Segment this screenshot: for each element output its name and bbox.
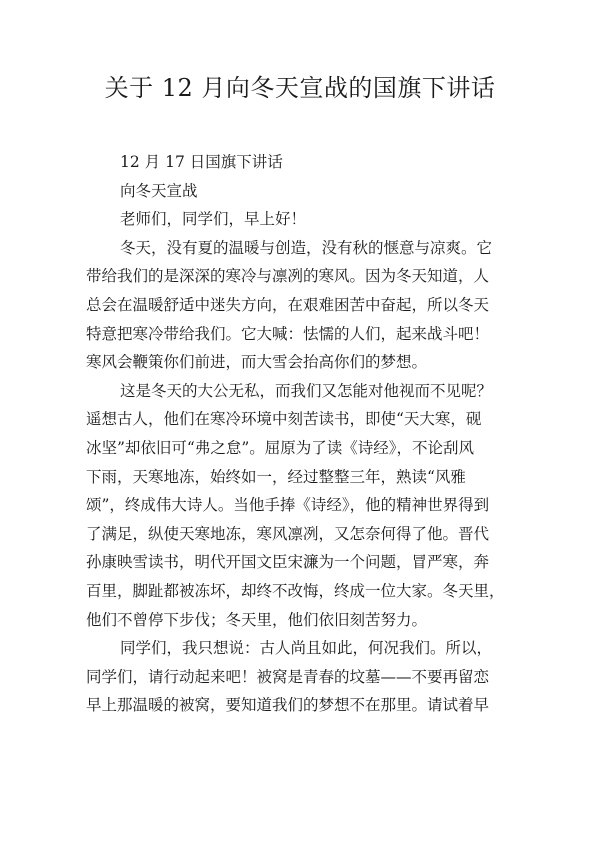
paragraph-line: 颂”，终成伟大诗人。当他手捧《诗经》，他的精神世界得到 [86,496,490,515]
paragraph-line: 12 月 17 日国旗下讲话 [120,153,283,171]
document-body [86,148,521,720]
paragraph-line: 冬天，没有夏的温暖与创造，没有秋的惬意与凉爽。它 [120,238,493,257]
paragraph-line: 同学们，请行动起来吧！被窝是青春的坟墓——不要再留恋 [86,667,490,686]
paragraph-line: 下雨，天寒地冻，始终如一，经过整整三年，熟读“风雅 [86,467,466,486]
paragraph-line: 同学们，我只想说：古人尚且如此，何况我们。所以， [120,639,493,658]
paragraph-line: 总会在温暖舒适中迷失方向，在艰难困苦中奋起，所以冬天 [86,295,490,314]
paragraph-line: 带给我们的是深深的寒冷与凛冽的寒风。因为冬天知道，人 [86,267,490,286]
paragraph-line: 他们不曾停下步伐；冬天里，他们依旧刻苦努力。 [86,610,428,629]
document-title: 关于 12 月向冬天宣战的国旗下讲话 [104,74,496,102]
paragraph-line: 冰坚”却依旧可“弗之怠”。屈原为了读《诗经》，不论刮风 [86,438,475,457]
paragraph-line: 早上那温暖的被窝，要知道我们的梦想不在那里。请试着早 [86,696,490,715]
paragraph-line: 孙康映雪读书，明代开国文臣宋濂为一个问题，冒严寒，奔 [86,553,490,572]
paragraph-line: 这是冬天的大公无私，而我们又怎能对他视而不见呢？ [120,381,493,400]
paragraph-line: 老师们，同学们，早上好！ [120,210,307,229]
paragraph-line: 向冬天宣战 [120,181,198,200]
paragraph-line: 了满足，纵使天寒地冻，寒风凛冽，又怎奈何得了他。晋代 [86,524,490,543]
paragraph-line: 特意把寒冷带给我们。它大喊：怯懦的人们，起来战斗吧！ [86,324,490,343]
paragraph-line: 遥想古人，他们在寒冷环境中刻苦读书，即使“天大寒，砚 [86,410,482,429]
paragraph-line: 百里，脚趾都被冻坏，却终不改悔，终成一位大家。冬天里， [86,581,505,600]
paragraph-line: 寒风会鞭策你们前进，而大雪会抬高你们的梦想。 [86,353,428,372]
